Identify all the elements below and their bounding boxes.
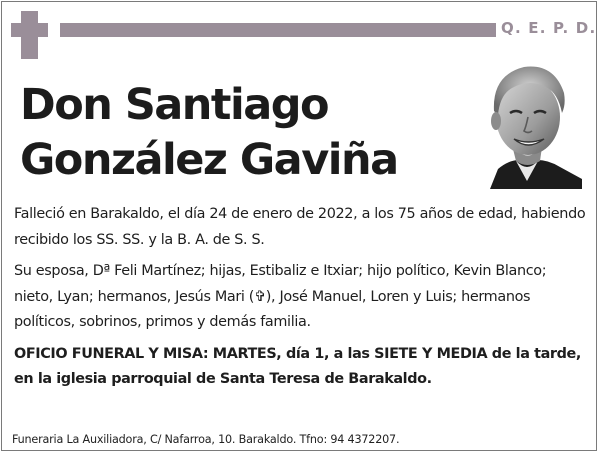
funeral-service-paragraph: OFICIO FUNERAL Y MISA: MARTES, día 1, a las SIETE Y MEDIA de la tarde, en la iglesia parroquial de Santa Teresa de Barakaldo. bbox=[14, 345, 581, 387]
portrait-photo bbox=[472, 57, 582, 189]
funeral-home-footer: Funeraria La Auxiliadora, C/ Nafarroa, 10. Barakaldo. Tfno: 94 4372207. bbox=[12, 433, 400, 446]
death-notice-paragraph: Falleció en Barakaldo, el día 24 de enero de 2022, a los 75 años de edad, habiendo recibido los SS. SS. y la B. A. de S. S. bbox=[14, 206, 586, 248]
deceased-name-line2: González Gaviña bbox=[20, 135, 398, 185]
obituary-body bbox=[14, 202, 589, 399]
deceased-name bbox=[20, 78, 398, 188]
deceased-name-line1: Don Santiago bbox=[20, 80, 329, 130]
header-rule bbox=[60, 23, 496, 37]
latin-cross-icon-arm bbox=[11, 23, 48, 37]
qepd-label: Q. E. P. D. bbox=[501, 19, 597, 37]
family-paragraph: Su esposa, Dª Feli Martínez; hijas, Estibaliz e Itxiar; hijo político, Kevin Blanco; nieto, Lyan; hermanos, Jesús Mari (✞), José Manuel, Loren y Luis; hermanos políticos, sobrinos, primos y demás familia. bbox=[14, 263, 547, 330]
